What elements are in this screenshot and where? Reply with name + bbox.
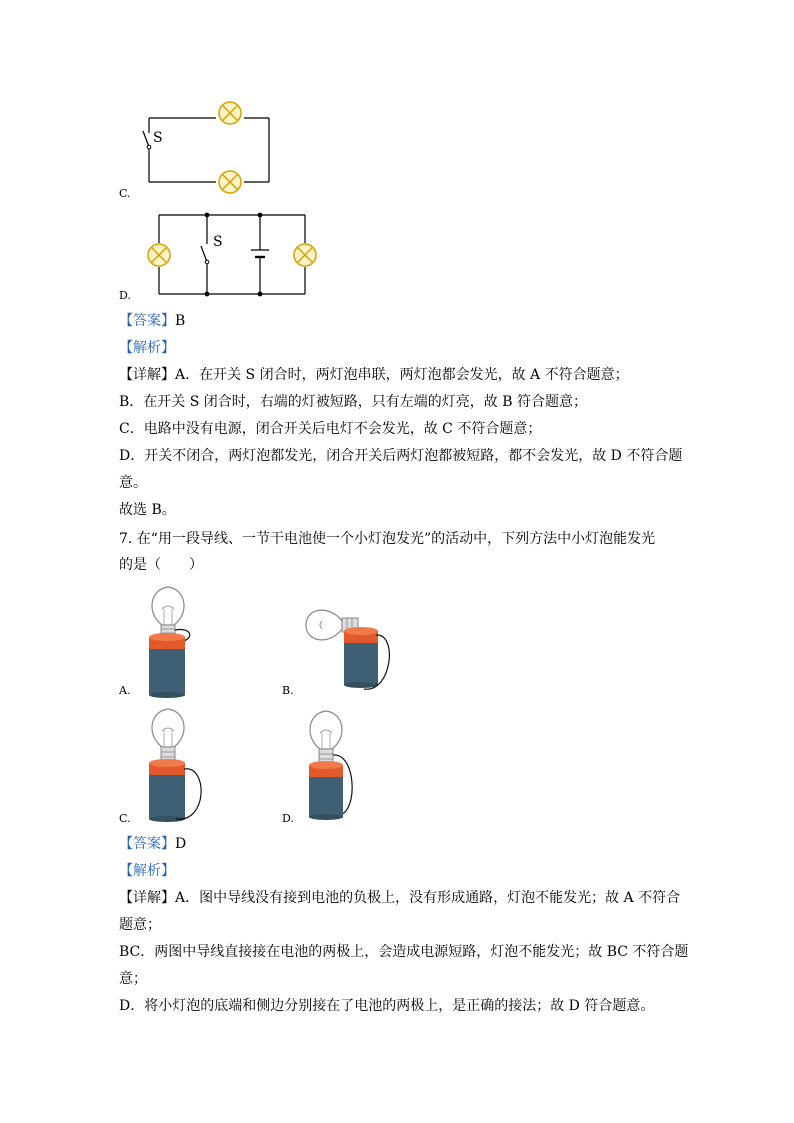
q6-analysis-line-a bbox=[119, 365, 629, 385]
q7-stem-line1: 7. 在“用一段导线、一节干电池使一个小灯泡发光”的活动中，下列方法中小灯泡能发光 bbox=[119, 531, 656, 547]
switch-label: S bbox=[153, 130, 163, 146]
lamp-icon bbox=[148, 244, 170, 266]
battery-body bbox=[344, 643, 378, 685]
q7-analysis-line-bc2: 意； bbox=[119, 971, 147, 987]
switch-blade bbox=[143, 131, 149, 147]
q7-analysis-line-bc1: BC．两图中导线直接接在电池的两极上，会造成电源短路，灯泡不能发光；故 BC 不符合题 bbox=[119, 944, 689, 960]
q7-analysis-line-a2: 题意； bbox=[119, 917, 161, 933]
detail-tag: 【详解】 bbox=[119, 890, 175, 906]
answer-tag: 【答案】 bbox=[119, 836, 175, 852]
bulb-battery-image-b bbox=[300, 603, 400, 693]
q7-analysis-line-d: D．将小灯泡的底端和侧边分别接在了电池的两极上，是正确的接法；故 D 符合题意。 bbox=[119, 998, 655, 1014]
answer-value: D bbox=[175, 836, 187, 852]
detail-tag: 【详解】 bbox=[119, 367, 175, 383]
q7-analysis-line-a1 bbox=[119, 888, 680, 908]
circuit-diagram-d bbox=[140, 210, 320, 300]
analysis-text: A．图中导线没有接到电池的负极上，没有形成通路，灯泡不能发光；故 A 不符合 bbox=[175, 890, 681, 906]
q7-analysis-tag: 【解析】 bbox=[119, 863, 175, 879]
q6-analysis-line-d1: D．开关不闭合，两灯泡都发光，闭合开关后两灯泡都被短路，都不会发光，故 D 不符合题 bbox=[119, 448, 683, 464]
switch-label: S bbox=[213, 234, 223, 250]
lamp-icon bbox=[219, 171, 241, 193]
q7-stem-line2: 的是（ ） bbox=[119, 557, 203, 573]
lamp-icon bbox=[294, 244, 316, 266]
lamp-icon bbox=[219, 102, 241, 124]
q6-conclusion: 故选 B。 bbox=[119, 502, 176, 518]
answer-tag: 【答案】 bbox=[119, 313, 175, 329]
q6-answer bbox=[119, 311, 185, 331]
q6-analysis-line-d2: 意。 bbox=[119, 475, 147, 491]
analysis-text: A．在开关 S 闭合时，两灯泡串联，两灯泡都会发光，故 A 不符合题意； bbox=[175, 367, 629, 383]
option-d-label: D. bbox=[119, 289, 131, 302]
q7-option-d-label: D. bbox=[282, 812, 294, 825]
bulb-battery-image-d bbox=[300, 711, 370, 821]
q7-option-a-label: A. bbox=[119, 684, 131, 697]
switch-blade bbox=[201, 246, 207, 262]
answer-value: B bbox=[175, 313, 186, 329]
battery-body bbox=[309, 777, 343, 817]
battery-body bbox=[149, 649, 185, 695]
bulb-battery-image-a bbox=[140, 585, 210, 697]
q6-analysis-line-c: C．电路中没有电源，闭合开关后电灯不会发光，故 C 不符合题意； bbox=[119, 421, 542, 437]
q6-analysis-line-b: B．在开关 S 闭合时，右端的灯被短路，只有左端的灯亮，故 B 符合题意； bbox=[119, 394, 587, 410]
bulb-battery-image-c bbox=[140, 707, 210, 822]
option-c-label: C. bbox=[119, 187, 131, 200]
q7-option-c-label: C. bbox=[119, 812, 131, 825]
q7-option-b-label: B. bbox=[282, 684, 294, 697]
q7-answer bbox=[119, 834, 186, 854]
battery-body bbox=[149, 775, 185, 819]
q6-analysis-tag: 【解析】 bbox=[119, 340, 175, 356]
